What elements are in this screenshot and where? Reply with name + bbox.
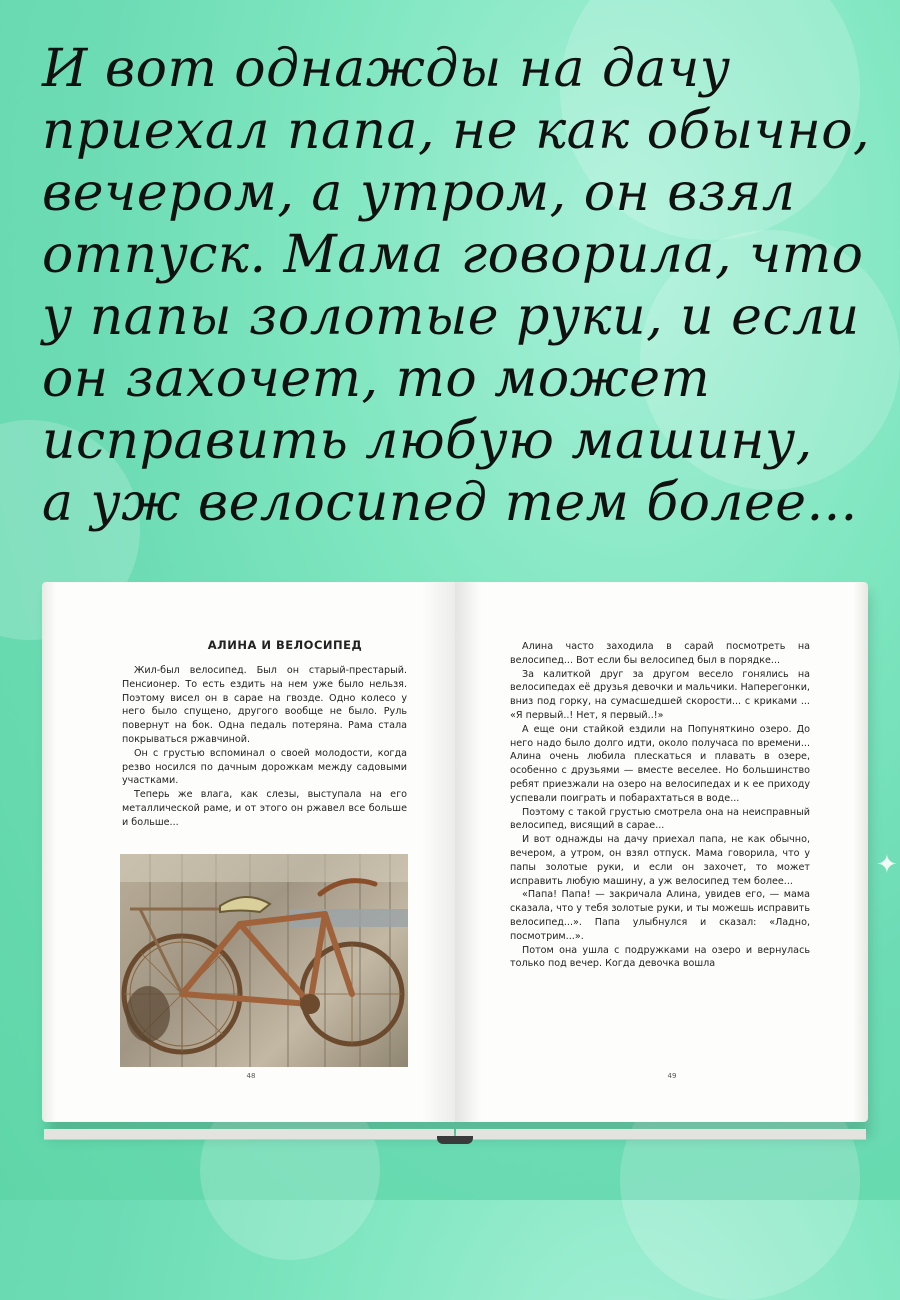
- left-page: [42, 582, 455, 1122]
- paragraph: И вот однажды на дачу приехал папа, не как обычно, вечером, а утром, он взял отпуск. Мама говорила, что у папы золотые руки, и если он захочет, то может исправить любую машину, а уж велосипед тем более...: [510, 834, 810, 887]
- right-page: [455, 582, 868, 1122]
- right-page-text: [510, 640, 810, 971]
- headline-line: вечером, а утром, он взял: [42, 163, 796, 223]
- paragraph: Он с грустью вспоминал о своей молодости, когда резво носился по дачным дорожкам между садовыми участками.: [122, 747, 407, 787]
- bicycle-illustration: [120, 854, 408, 1067]
- paragraph: Потом она ушла с подружками на озеро и вернулась только под вечер. Когда девочка вошла: [510, 944, 810, 970]
- headline-line: а уж велосипед тем более...: [42, 473, 858, 533]
- headline-line: И вот однажды на дачу: [42, 39, 731, 99]
- page-edges: [44, 1129, 454, 1140]
- sparkle-icon: ✦: [876, 850, 898, 880]
- headline-line: исправить любую машину,: [42, 411, 813, 471]
- book-spine: [437, 1136, 473, 1144]
- headline-line: отпуск. Мама говорила, что: [42, 225, 864, 285]
- page-number: 49: [667, 1072, 677, 1080]
- page-number: 48: [246, 1072, 256, 1080]
- open-book: [42, 582, 868, 1132]
- paragraph: Теперь же влага, как слезы, выступала на его металлической раме, и от этого он ржавел все больше и больше...: [122, 789, 407, 828]
- headline-line: у папы золотые руки, и если: [42, 287, 860, 347]
- paragraph: «Папа! Папа! — закричала Алина, увидев его, — мама сказала, что у тебя золотые руки, и ты можешь исправить велосипед...». Папа улыбнулся и сказал: «Ладно, посмотрим...».: [510, 889, 810, 942]
- paragraph: За калиткой друг за другом весело гонялись на велосипедах её друзья девочки и мальчики. Наперегонки, вниз под горку, на сумасшедшей скорости... с криками ... «Я первый..! Нет, я первый..!»: [510, 668, 810, 721]
- page-edges: [456, 1129, 866, 1140]
- bicycle-photo: [120, 854, 408, 1067]
- paragraph: Алина часто заходила в сарай посмотреть на велосипед... Вот если бы велосипед был в порядке...: [510, 641, 810, 666]
- headline-line: приехал папа, не как обычно,: [42, 101, 871, 161]
- headline-line: он захочет, то может: [42, 349, 711, 409]
- paragraph: А еще они стайкой ездили на Попуняткино озеро. До него надо было долго идти, около получаса по времени... Алина очень любила плескаться и плавать в озере, особенно с друзьями — вместе веселее. Но большинство ребят приезжали на озеро на велосипедах и к ее приходу успевали поиграть и побарахтаться в воде...: [510, 723, 810, 804]
- paragraph: Поэтому с такой грустью смотрела она на неисправный велосипед, висящий в сарае...: [510, 806, 810, 832]
- left-page-text: [122, 664, 407, 830]
- chapter-title: АЛИНА И ВЕЛОСИПЕД: [207, 638, 363, 652]
- paragraph: Жил-был велосипед. Был он старый-престарый. Пенсионер. То есть ездить на нем уже было нельзя. Поэтому висел он в сарае на гвозде. Одно колесо у него было спущено, другого вообще не было. Руль повернут на бок. Одна педаль потеряна. Рама стала покрываться ржавчиной.: [122, 665, 407, 745]
- headline-excerpt: [42, 38, 872, 534]
